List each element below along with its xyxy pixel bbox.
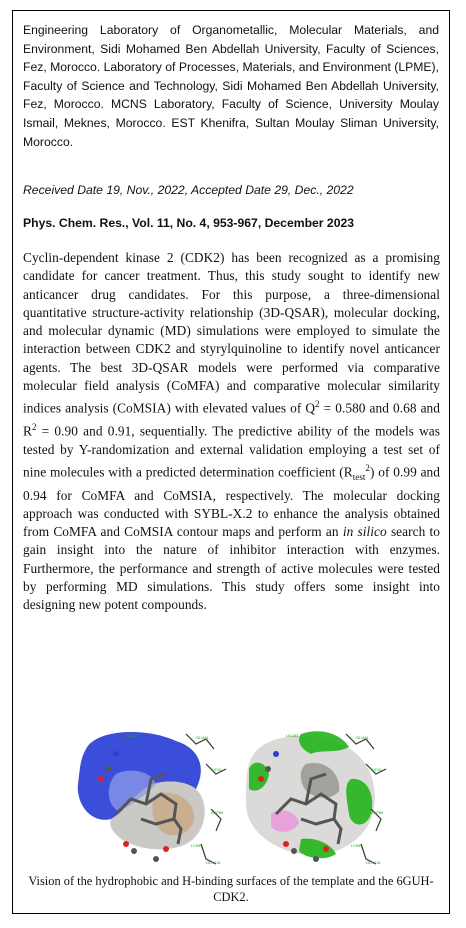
hydrophobic-surface-panel: [78, 732, 226, 865]
received-dates: Received Date 19, Nov., 2022, Accepted Date 29, Dec., 2022: [23, 183, 354, 197]
r-test-sub: test: [352, 472, 366, 483]
label-left-5: GLN131: [206, 860, 221, 865]
abstract-part-1: Cyclin-dependent kinase 2 (CDK2) has been recognized as a promising candidate for cancer treatment. Thus, this study sought to identify new anticancer drug candidates. For this purpose, a three-dimensional quantitative structure-activity relationship (3D-QSAR), molecular docking, and molecular dynamic (MD) simulations were employed to simulate the interaction between CDK2 and styrylquinoline to identify novel anticancer agents. The best 3D-QSAR models were performed via comparative molecular field analysis (CoMFA) and comparative molecular similarity indices analysis (CoMSIA) with elevated values of Q: [23, 250, 440, 416]
label-right-3: ASP86: [371, 810, 384, 815]
label-left-4: LYS89: [191, 843, 203, 848]
label-right-1: GLU81: [356, 735, 369, 740]
label-left-3: ASP86: [211, 810, 224, 815]
graphical-abstract-frame: [12, 10, 450, 914]
r-test-sup: 2: [365, 463, 370, 474]
r-squared-sup: 2: [31, 422, 37, 433]
label-right-4: LYS89: [351, 843, 363, 848]
label-left-0: LEU83: [126, 733, 139, 738]
label-right-0: LEU83: [286, 733, 299, 738]
figure-caption: Vision of the hydrophobic and H-binding surfaces of the template and the 6GUH-CDK2.: [28, 874, 434, 904]
in-silico-italic: in silico: [342, 524, 387, 540]
q-squared-sup: 2: [315, 399, 320, 410]
label-left-1: GLU81: [196, 735, 209, 740]
abstract-part-3: = 0.90 and 0.91, sequentially. The predictive ability of the models was tested by Y-randomization and external validation employing a test set of nine molecules with a predicted determination coefficient (R: [23, 423, 440, 480]
abstract-part-5: search to gain insight into the nature of inhibitor interaction with enzymes. Furthermore, the performance and strength of active molecules were tested by performing MD simulations. This study offers some insight into designing new potent compounds.: [23, 524, 440, 613]
affiliations: Engineering Laboratory of Organometallic, Molecular Materials, and Environment, Sidi Mohamed Ben Abdellah University, Faculty of Sciences, Fez, Morocco. Laboratory of Processes, Materials, and Environment (LPME), Faculty of Science and Technology, Sidi Mohamed Ben Abdellah University, Fez, Morocco. MCNS Laboratory, Faculty of Science, University Moulay Ismail, Meknes, Morocco. EST Khenifra, Sultan Moulay Sliman University, Morocco.: [23, 23, 439, 149]
hbond-surface-panel: [246, 731, 386, 865]
label-right-2: ILE10: [371, 767, 382, 772]
abstract-part-4: ) of 0.99 and 0.94 for CoMFA and CoMSIA, respectively. The molecular docking approach was conducted with SYBL-X.2 to enhance the analysis obtained from CoMFA and CoMSIA contour maps and perform an: [23, 464, 440, 540]
journal-citation: Phys. Chem. Res., Vol. 11, No. 4, 953-967, December 2023: [23, 216, 355, 230]
docking-surface-figure: [56, 719, 406, 871]
abstract-part-2: = 0.580 and 0.68 and R: [23, 400, 440, 439]
label-right-5: GLN131: [366, 860, 381, 865]
label-left-2: ILE10: [211, 767, 222, 772]
abstract-text: [23, 249, 440, 615]
